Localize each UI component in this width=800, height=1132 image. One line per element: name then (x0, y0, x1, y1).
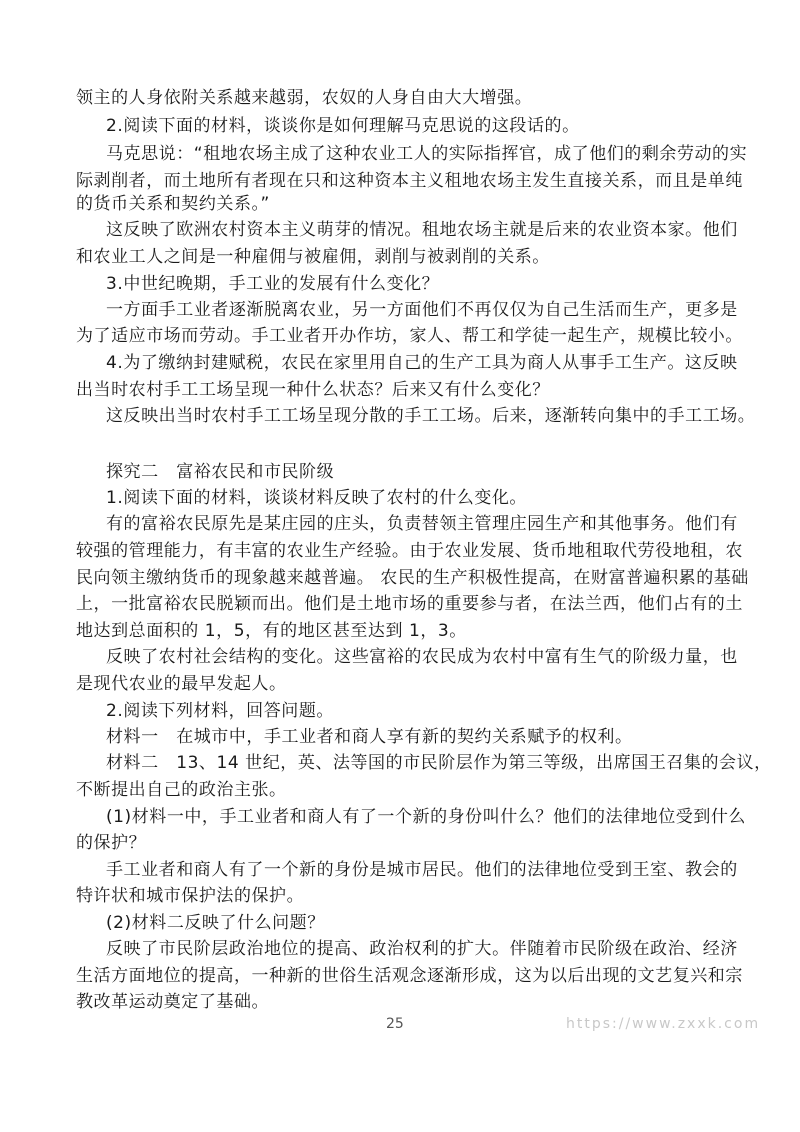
question-line: 3.中世纪晚期，手工业的发展有什么变化？ (106, 274, 440, 294)
question-line: 的保护？ (76, 833, 147, 853)
text-line: 民向领主缴纳货币的现象越来越普遍。 农民的生产积极性提高，在财富普遍积累的基础 (76, 568, 749, 588)
answer-line: 这反映出当时农村手工工场呈现分散的手工工场。后来，逐渐转向集中的手工工场。 (106, 406, 756, 426)
text-line: 有的富裕农民原先是某庄园的庄头，负责替领主管理庄园生产和其他事务。他们有 (106, 514, 738, 534)
question-line: (1)材料一中，手工业者和商人有了一个新的身份叫什么？他们的法律地位受到什么 (106, 807, 746, 827)
answer-line: 为了适应市场而劳动。手工业者开办作坊，家人、帮工和学徒一起生产，规模比较小。 (76, 326, 743, 346)
text-line: 际剥削者，而土地所有者现在只和这种资本主义租地农场主发生直接关系，而且是单纯 (76, 171, 743, 191)
material-line: 材料一 在城市中，手工业者和商人享有新的契约关系赋予的权利。 (106, 727, 633, 747)
text-line: 马克思说：“租地农场主成了这种农业工人的实际指挥官，成了他们的剩余劳动的实 (106, 144, 748, 164)
text-line: 领主的人身依附关系越来越弱，农奴的人身自由大大增强。 (76, 88, 533, 108)
answer-line: 反映了市民阶层政治地位的提高、政治权利的扩大。伴随着市民阶级在政治、经济 (106, 939, 738, 959)
answer-line: 生活方面地位的提高，一种新的世俗生活观念逐渐形成，这为以后出现的文艺复兴和宗 (76, 966, 743, 986)
question-line: 出当时农村手工工场呈现一种什么状态？后来又有什么变化？ (76, 380, 550, 400)
answer-line: 特许状和城市保护法的保护。 (76, 886, 305, 906)
question-line: 4.为了缴纳封建赋税，农民在家里用自己的生产工具为商人从事手工生产。这反映 (106, 353, 738, 373)
question-line: 2.阅读下列材料，回答问题。 (106, 701, 334, 721)
section-heading: 探究二 富裕农民和市民阶级 (106, 462, 335, 482)
answer-line: 和农业工人之间是一种雇佣与被雇佣，剥削与被剥削的关系。 (76, 247, 550, 267)
answer-line: 教改革运动奠定了基础。 (76, 992, 270, 1012)
question-line: 1.阅读下面的材料，谈谈材料反映了农村的什么变化。 (106, 488, 527, 508)
material-line: 不断提出自己的政治主张。 (76, 780, 287, 800)
page-number: 25 (386, 1016, 404, 1032)
answer-line: 一方面手工业者逐渐脱离农业，另一方面他们不再仅仅为自己生活而生产，更多是 (106, 300, 738, 320)
text-line: 上，一批富裕农民脱颖而出。他们是土地市场的重要参与者，在法兰西，他们占有的土 (76, 594, 743, 614)
answer-line: 手工业者和商人有了一个新的身份是城市居民。他们的法律地位受到王室、教会的 (106, 860, 738, 880)
text-line: 较强的管理能力，有丰富的农业生产经验。由于农业发展、货币地租取代劳役地租，农 (76, 541, 743, 561)
text-line: 地达到总面积的 1，5，有的地区甚至达到 1，3。 (76, 621, 467, 641)
material-line: 材料二 13、14 世纪，英、法等国的市民阶层作为第三等级，出席国王召集的会议， (106, 753, 772, 773)
answer-line: 这反映了欧洲农村资本主义萌芽的情况。租地农场主就是后来的农业资本家。他们 (106, 220, 738, 240)
answer-line: 是现代农业的最早发起人。 (76, 674, 287, 694)
text-line: 的货币关系和契约关系。” (76, 194, 270, 214)
watermark: https://www.zxxk.com (566, 1016, 761, 1032)
question-line: 2.阅读下面的材料，谈谈你是如何理解马克思说的这段话的。 (106, 116, 580, 136)
question-line: (2)材料二反映了什么问题？ (106, 913, 325, 933)
answer-line: 反映了农村社会结构的变化。这些富裕的农民成为农村中富有生气的阶级力量，也 (106, 647, 738, 667)
